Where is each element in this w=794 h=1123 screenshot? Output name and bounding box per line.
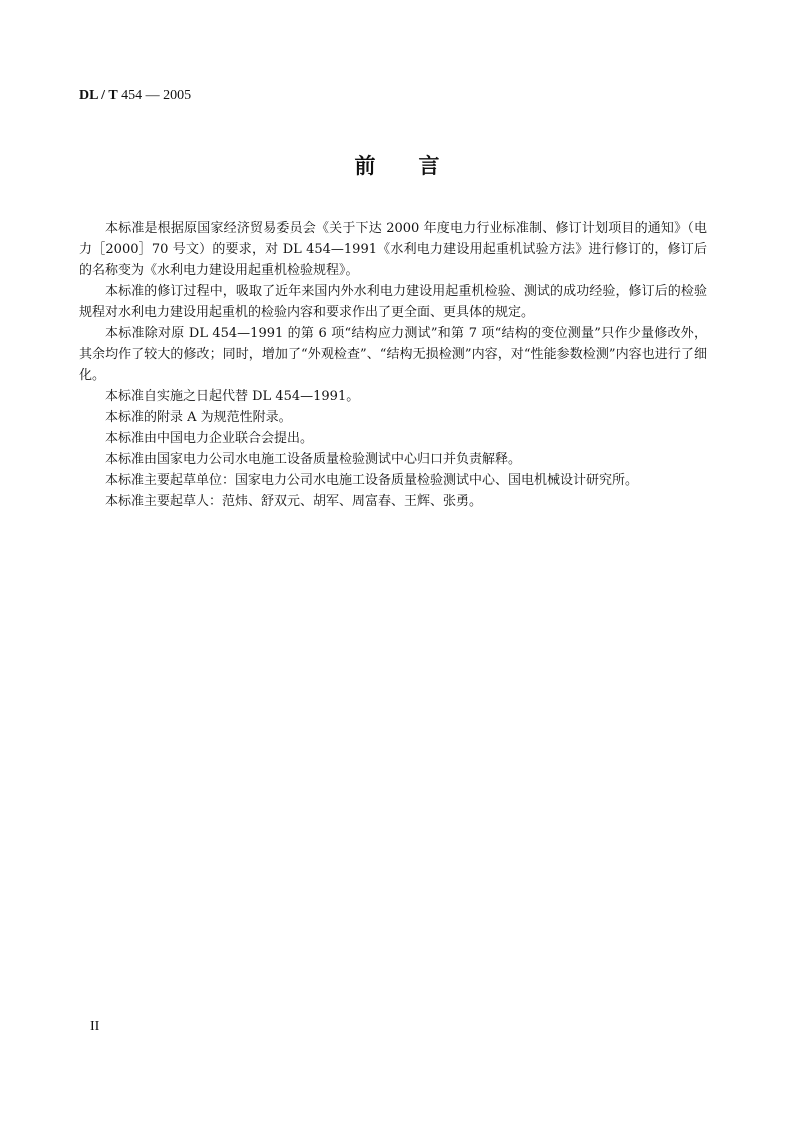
- standard-code-prefix: DL / T: [79, 88, 118, 103]
- page-number: II: [90, 1019, 100, 1034]
- foreword-body: [79, 218, 707, 512]
- foreword-paragraph: 本标准自实施之日起代替 DL 454—1991。: [105, 389, 360, 404]
- foreword-paragraph: 本标准主要起草人：范炜、舒双元、胡军、周富春、王辉、张勇。: [105, 494, 483, 509]
- foreword-paragraph: 本标准由国家电力公司水电施工设备质量检验测试中心归口并负责解释。: [105, 452, 522, 467]
- foreword-paragraph: 本标准是根据原国家经济贸易委员会《关于下达 2000 年度电力行业标准制、修订计划项目的通知》（电力［2000］70 号文）的要求，对 DL 454—1991《水利电力建设用起重机试验方法》进行修订的，修订后的名称变为《水利电力建设用起重机检验规程》。: [79, 221, 707, 278]
- foreword-paragraph: 本标准除对原 DL 454—1991 的第 6 项“结构应力测试”和第 7 项“结构的变位测量”只作少量修改外，其余均作了较大的修改；同时，增加了“外观检查”、“结构无损检测”内容，对“性能参数检测”内容也进行了细化。: [79, 326, 707, 383]
- foreword-paragraph: 本标准的修订过程中，吸取了近年来国内外水利电力建设用起重机检验、测试的成功经验，修订后的检验规程对水利电力建设用起重机的检验内容和要求作出了更全面、更具体的规定。: [79, 284, 707, 320]
- page-title: 前言: [354, 154, 483, 178]
- foreword-paragraph: 本标准主要起草单位：国家电力公司水电施工设备质量检验测试中心、国电机械设计研究所。: [105, 473, 639, 488]
- foreword-paragraph: 本标准由中国电力企业联合会提出。: [105, 431, 314, 446]
- foreword-paragraph: 本标准的附录 A 为规范性附录。: [105, 410, 292, 425]
- standard-code-number: 454 — 2005: [117, 88, 192, 103]
- standard-code: [79, 87, 191, 105]
